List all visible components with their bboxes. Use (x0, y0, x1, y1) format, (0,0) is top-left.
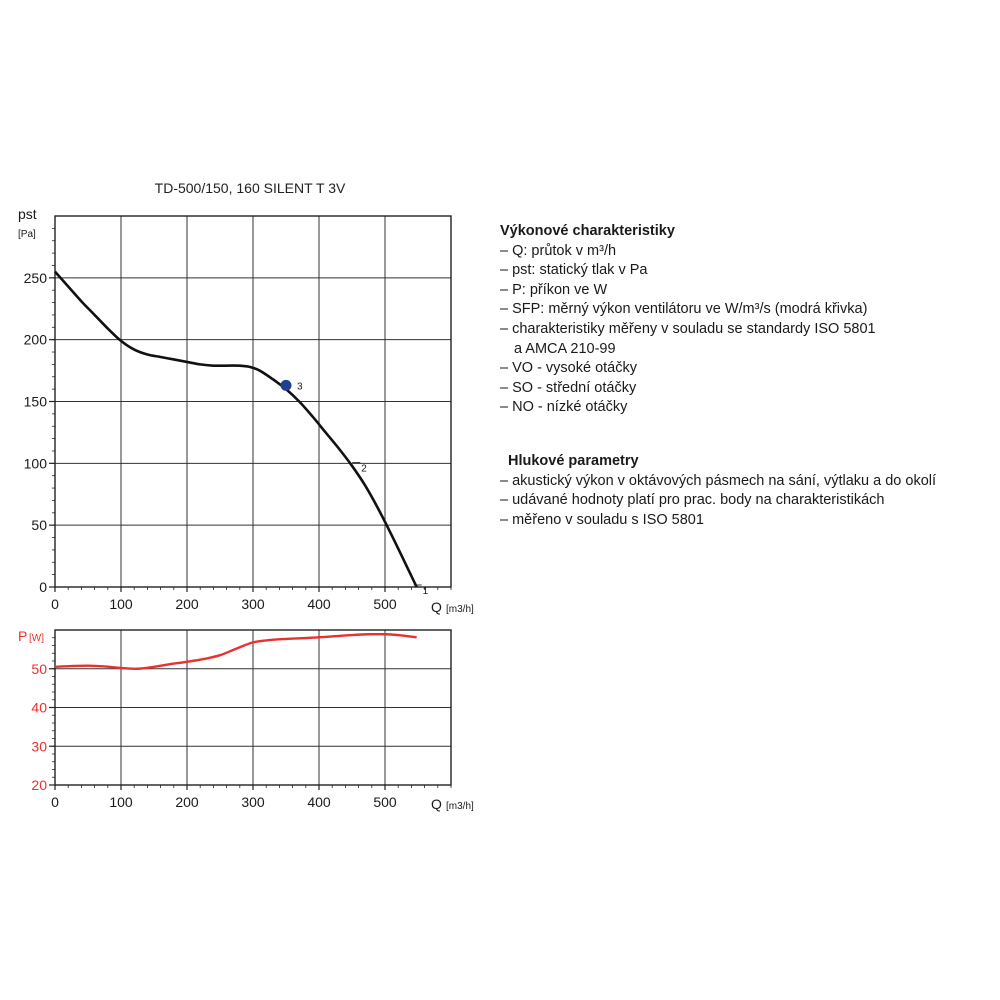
operating-point-label: 3 (297, 381, 303, 393)
y-tick-label: 40 (31, 699, 47, 716)
pressure-xunit: [m3/h] (446, 604, 474, 615)
chart-title: TD-500/150, 160 SILENT T 3V (154, 180, 346, 196)
operating-point-label: 1 (422, 586, 429, 597)
x-tick-label: 500 (373, 596, 397, 612)
legend-item-amca: a AMCA 210-99 (514, 340, 616, 357)
x-tick-label: 300 (241, 794, 265, 810)
pressure-chart (18, 206, 474, 615)
power-yunit: [W] (29, 633, 44, 644)
power-chart (18, 628, 474, 812)
pressure-xlabel: Q (431, 599, 442, 615)
noise-item-acoustic: – akustický výkon v oktávových pásmech na sání, výtlaku a do okolí (500, 472, 937, 489)
noise-item-iso: – měřeno v souladu s ISO 5801 (500, 511, 704, 528)
legend-panel (500, 222, 998, 530)
y-tick-label: 150 (23, 393, 47, 410)
operating-point-3 (281, 380, 292, 391)
legend-item-p: – P: příkon ve W (500, 281, 608, 298)
y-tick-label: 0 (39, 579, 47, 595)
x-tick-label: 0 (51, 596, 59, 612)
legend-item-q: – Q: průtok v m³/h (500, 242, 617, 259)
y-tick-label: 20 (31, 777, 47, 793)
pressure-curve (55, 272, 417, 587)
noise-heading: Hlukové parametry (508, 452, 639, 469)
power-xlabel: Q (431, 796, 442, 812)
operating-point-label: 2 (361, 463, 367, 475)
legend-item-so: – SO - střední otáčky (500, 379, 637, 396)
y-tick-label: 30 (31, 738, 47, 755)
power-curve (55, 634, 417, 669)
legend-item-no: – NO - nízké otáčky (500, 399, 628, 416)
x-tick-label: 400 (307, 596, 331, 612)
pressure-ylabel: pst (18, 206, 37, 222)
performance-heading: Výkonové charakteristiky (500, 223, 675, 239)
power-ticks (31, 638, 451, 810)
noise-item-values: – udávané hodnoty platí pro prac. body na charakteristikách (500, 492, 885, 509)
power-ylabel: P (18, 628, 28, 644)
x-tick-label: 300 (241, 596, 265, 612)
legend-item-sfp: – SFP: měrný výkon ventilátoru ve W/m³/s (modrá křivka) (500, 301, 868, 318)
y-tick-label: 200 (23, 331, 47, 348)
x-tick-label: 200 (175, 794, 199, 810)
legend-item-pst: – pst: statický tlak v Pa (500, 262, 648, 279)
x-tick-label: 100 (109, 794, 133, 810)
legend-item-iso: – charakteristiky měřeny v souladu se standardy ISO 5801 (500, 320, 876, 337)
x-tick-label: 500 (373, 794, 397, 810)
pressure-yunit: [Pa] (18, 229, 36, 240)
y-tick-label: 50 (31, 517, 47, 534)
x-tick-label: 0 (51, 794, 59, 810)
y-tick-label: 250 (23, 269, 47, 286)
pressure-ticks (24, 228, 451, 612)
power-grid (55, 630, 451, 785)
x-tick-label: 200 (175, 596, 199, 612)
y-tick-label: 100 (23, 455, 47, 472)
legend-item-vo: – VO - vysoké otáčky (500, 360, 637, 377)
x-tick-label: 400 (307, 794, 331, 810)
x-tick-label: 100 (109, 596, 133, 612)
pressure-grid (55, 216, 451, 587)
y-tick-label: 50 (31, 660, 47, 677)
power-xunit: [m3/h] (446, 801, 474, 812)
